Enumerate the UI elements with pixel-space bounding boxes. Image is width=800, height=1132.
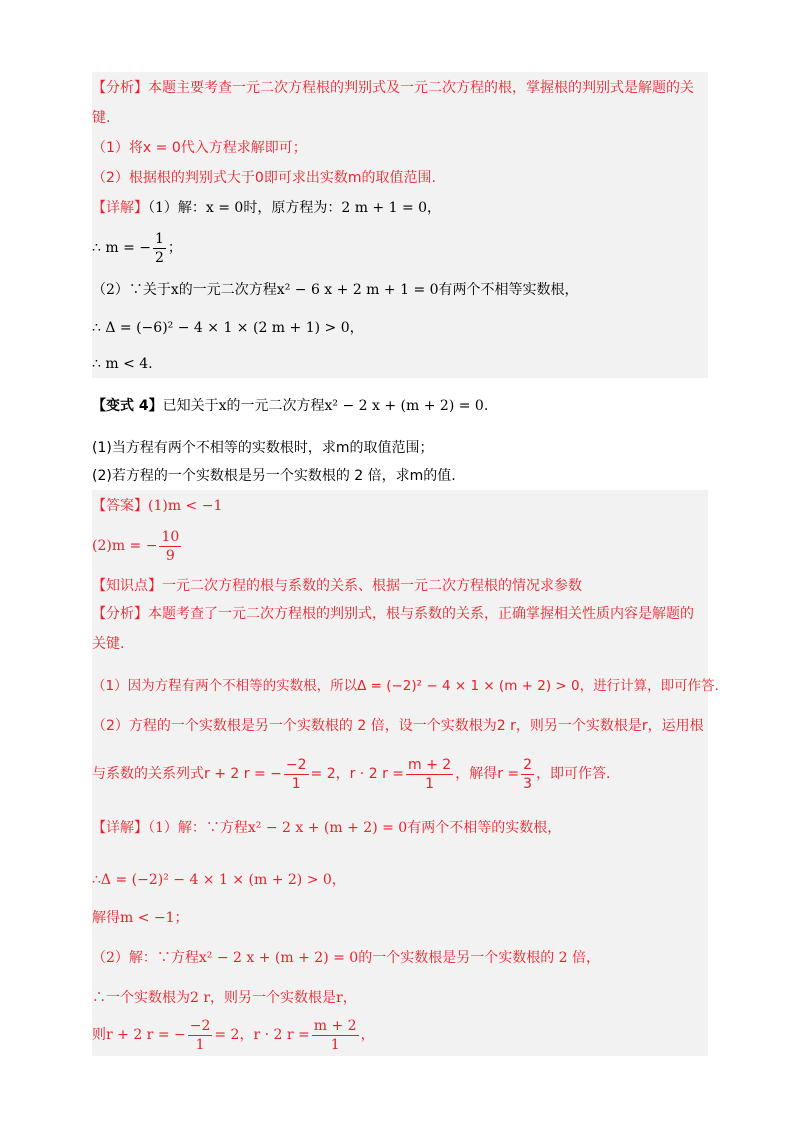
variant-4-title: 【变式 4】已知关于x的一元二次方程x² − 2 x + (m + 2) = 0. [92, 398, 489, 414]
analysis-line-2: 键. [92, 110, 111, 126]
detail-line-4: ∴ Δ = (−6)² − 4 × 1 × (2 m + 1) > 0， [92, 320, 364, 336]
fraction: $\frac{2}{3}$ [523, 756, 533, 792]
analysis-step-2: （2）根据根的判别式大于0即可求出实数m的取值范围. [92, 170, 436, 186]
analysis-line-2: 关键. [92, 636, 125, 652]
analysis-line-1: 【分析】本题主要考查一元二次方程根的判别式及一元二次方程的根，掌握根的判别式是解题的关 [92, 80, 694, 96]
analysis-step-1: （1）将x = 0代入方程求解即可； [92, 140, 307, 156]
detail-tag: 【详解】 [92, 820, 148, 836]
knowledge-line: 【知识点】一元二次方程的根与系数的关系、根据一元二次方程根的情况求参数 [92, 578, 582, 594]
detail-line-3: （2）∵关于x的一元二次方程x² − 6 x + 2 m + 1 = 0有两个不相等实数根， [92, 282, 579, 298]
answer-tag: 【答案】 [92, 498, 148, 514]
detail-line-2: ∴ m = − $\frac{1}{2}$ ； [92, 230, 182, 266]
analysis-step-2: （2）方程的一个实数根是另一个实数根的 2 倍，设一个实数根为2 r，则另一个实数根是r，运用根 [92, 718, 704, 734]
fraction: $\frac{m + 2}{1}$ [408, 756, 452, 792]
fraction: $\frac{-2}{1}$ [189, 1017, 211, 1053]
detail-line-5: ∴一个实数根为2 r，则另一个实数根是r， [92, 990, 357, 1006]
knowledge-tag: 【知识点】 [92, 578, 162, 594]
analysis-line-1: 【分析】本题考查了一元二次方程根的判别式，根与系数的关系，正确掌握相关性质内容是解题的 [92, 606, 694, 622]
fraction: $\frac{1}{2}$ [155, 230, 164, 266]
answer-line-1: 【答案】(1)m < −1 [92, 498, 223, 514]
fraction: $\frac{-2}{1}$ [285, 756, 307, 792]
analysis-step-1: （1）因为方程有两个不相等的实数根，所以Δ = (−2)² − 4 × 1 × (m + 2) > 0，进行计算，即可作答. [92, 678, 719, 694]
detail-line-1: 【详解】（1）解：∵方程x² − 2 x + (m + 2) = 0有两个不相等的实数根， [92, 820, 562, 836]
detail-line-2: ∴Δ = (−2)² − 4 × 1 × (m + 2) > 0， [92, 872, 346, 888]
detail-line-3: 解得m < −1； [92, 910, 189, 926]
analysis-step-3: 与系数的关系列式r + 2 r = − $\frac{-2}{1}$ = 2，r · 2 r = $\frac{m + 2}{1}$ ，解得r = $\frac{2}{3}$ ，即可作答. [92, 756, 611, 792]
detail-line-4: （2）解：∵方程x² − 2 x + (m + 2) = 0的一个实数根是另一个实数根的 2 倍， [92, 950, 601, 966]
detail-line-1: 【详解】（1）解：x = 0时，原方程为：2 m + 1 = 0， [92, 200, 442, 216]
detail-line-6: 则r + 2 r = − $\frac{-2}{1}$ = 2，r · 2 r = $\frac{m + 2}{1}$ ， [92, 1017, 375, 1053]
variant-4-question-1: (1)当方程有两个不相等的实数根时，求m的取值范围； [92, 440, 434, 456]
detail-line-5: ∴ m < 4. [92, 356, 153, 372]
answer-line-2: (2)m = − $\frac{10}{9}$ [92, 528, 180, 564]
detail-tag: 【详解】 [92, 200, 148, 216]
analysis-tag: 【分析】 [92, 80, 148, 96]
analysis-tag: 【分析】 [92, 606, 148, 622]
fraction: $\frac{m + 2}{1}$ [313, 1017, 357, 1053]
variant-4-question-2: (2)若方程的一个实数根是另一个实数根的 2 倍，求m的值. [92, 468, 456, 484]
fraction: $\frac{10}{9}$ [161, 528, 180, 564]
variant-tag: 【变式 4】 [92, 398, 163, 414]
